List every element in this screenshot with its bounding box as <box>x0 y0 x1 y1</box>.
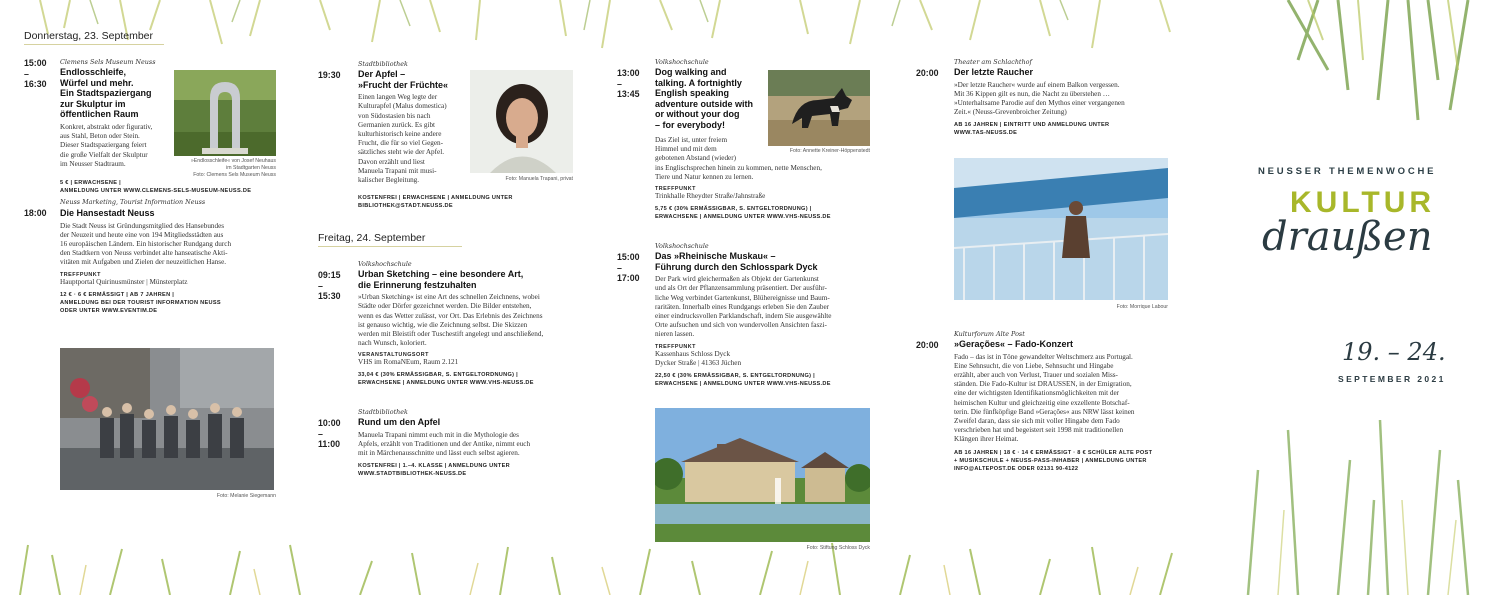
event-title: Rund um den Apfel <box>358 417 441 427</box>
event-time: 09:15 – 15:30 <box>318 270 341 302</box>
event-venue: Stadtbibliothek <box>358 60 408 68</box>
event-description: Manuela Trapani nimmt euch mit in die Mythologie des Apfels, erzählt von Traditionen und der Antike, nimmt euch mit in Märchenausschnitte und lässt euch selbst agieren. <box>358 430 531 457</box>
event-meeting-point: Kassenhaus Schloss Dyck Dycker Straße | 41363 Jüchen <box>655 349 742 367</box>
event-venue: Neuss Marketing, Tourist Information Neuss <box>60 198 206 206</box>
event-fee: KOSTENFREI | ERWACHSENE | ANMELDUNG UNTER BIBLIOTHEK@STADT.NEUSS.DE <box>358 195 513 209</box>
event-fee: 22,50 € (30% ERMÄSSIGBAR, S. ENTGELTORDNUNG) | ERWACHSENE | ANMELDUNG UNTER WWW.VHS-NEUSS.DE <box>655 372 831 387</box>
photo-balcony-smoker <box>954 158 1168 300</box>
grass-decoration-top <box>0 0 1488 60</box>
event-description: Konkret, abstrakt oder figurativ, aus Stahl, Beton oder Stein. Dieser Stadtspaziergang feiert die große Vielfalt der Skulptur im Neusser Stadtraum. <box>60 122 153 168</box>
event-venue: Clemens Sels Museum Neuss <box>60 58 156 66</box>
event-venue: Volkshochschule <box>358 260 412 268</box>
event-fee: 5 € | ERWACHSENE | ANMELDUNG UNTER WWW.CLEMENS-SELS-MUSEUM-NEUSS.DE <box>60 180 252 194</box>
event-meeting-point: Hauptportal Quirinusmünster | Münsterplatz <box>60 277 188 286</box>
event-time: 15:00 – 17:00 <box>617 252 640 284</box>
event-title: Die Hansestadt Neuss <box>60 208 155 218</box>
event-fee: 5,75 € (30% ERMÄSSIGBAR, S. ENTGELTORDNUNG) | ERWACHSENE | ANMELDUNG UNTER WWW.VHS-NEUSS.DE <box>655 206 831 220</box>
photo-tour-group <box>60 348 274 490</box>
event-time: 18:00 <box>24 208 47 218</box>
event-venue: Volkshochschule <box>655 242 709 250</box>
event-time: 19:30 <box>318 70 341 80</box>
event-time: 20:00 <box>916 340 939 350</box>
photo-credit: Foto: Annette Kreiner-Höppenstedt <box>789 148 870 154</box>
photo-credit: Foto: Manuela Trapani, privat <box>505 176 573 182</box>
photo-credit: Foto: Morrique Labour <box>1116 304 1168 310</box>
event-dog-walking-info <box>655 182 870 221</box>
event-description: Die Stadt Neuss ist Gründungsmitglied des Hansebundes der Neuzeit und heute eine von 194 Mitgliedsstädten aus 16 europäischen Ländern. Ein historischer Rundgang durch den Stadtkern von Neuss verbindet alte hanseatische Akti- vitäten mit Aufgaben und Zielen der neuzeitlichen Hanse. <box>60 221 232 267</box>
brand-kultur: KULTUR <box>1290 186 1436 219</box>
day-underline <box>24 44 164 45</box>
day-underline <box>318 246 462 247</box>
event-month: SEPTEMBER 2021 <box>1338 374 1446 384</box>
event-meeting-label: TREFFPUNKT <box>655 186 696 192</box>
photo-schloss-dyck <box>655 408 870 542</box>
event-meeting-point: Trinkhalle Rheydter Straße/Jahnstraße <box>655 192 766 200</box>
event-title: Der letzte Raucher <box>954 67 1034 77</box>
event-location-label: VERANSTALTUNGSORT <box>358 352 429 359</box>
event-description: Fado – das ist in Töne gewandelter Weltschmerz aus Portugal. Eine Sehnsucht, die von Liebe, Sehnsucht und Hingabe erzählt, aber auch von Verlust, Trauer und sozialen Miss- ständen. Die Fado-Kultur ist DRAUSSEN, in der Emigration, eine der wichtigsten Identifikationsmöglichkeiten mit der heimischen Kultur und gleichzeitig eine exzellente Botschaf- terin. Die fünfköpfige Band »Gerações« aus NRW lässt keinen Zweifel daran, dass sie sich mit voller Hingabe dem Fado verschrieben hat und begeistert seit 1998 mit traditionellen Klängen ihrer Heimat. <box>954 352 1135 444</box>
brand-draussen: draußen <box>1262 214 1433 260</box>
event-meeting-label: TREFFPUNKT <box>60 271 101 278</box>
event-time: 15:00 – 16:30 <box>24 58 47 90</box>
event-fee: AB 16 JAHREN | 18 € · 14 € ERMÄSSIGT · 8 € SCHÜLER ALTE POST + MUSIKSCHULE + NEUSS-PASS-INHABER | ANMELDUNG UNTER INFO@ALTEPOST.DE ODER 02131 90-4122 <box>954 449 1153 472</box>
photo-credit: Foto: Stiftung Schloss Dyck <box>806 545 870 551</box>
event-title: Urban Sketching – eine besondere Art, die Erinnerung festzuhalten <box>358 269 524 290</box>
event-fee: AB 16 JAHREN | EINTRITT UND ANMELDUNG UNTER WWW.TAS-NEUSS.DE <box>954 122 1110 137</box>
event-venue: Kulturforum Alte Post <box>954 330 1025 338</box>
event-title: Endlosschleife, Würfel und mehr. Ein Stadtspaziergang zur Skulptur im öffentlichen Raum <box>60 67 152 120</box>
event-venue: Volkshochschule <box>655 58 709 66</box>
event-fee: KOSTENFREI | 1.–4. KLASSE | ANMELDUNG UNTER WWW.STADTBIBLIOTHEK-NEUSS.DE <box>358 463 510 478</box>
event-description: Der Park wird gleichermaßen als Objekt der Gartenkunst und als Ort der Pflanzensammlung präsentiert. Der ausführ- liche Weg verbindet Gartenkunst, Blühereignisse und Baum- raritäten. Innerhalb eines Rundgangs erleben Sie den Zauber einer eindrucksvollen Parklandschaft, indem Sie ausgewählte Orte aufsuchen und sich von wundervollen Ansichten faszi- nieren lassen. <box>655 275 832 339</box>
event-description: Das Ziel ist, unter freiem Himmel und mit dem gebotenen Abstand (wieder) ins Englischsprechen hinein zu kommen, nette Menschen, Tiere und Natur kennen zu lernen. <box>655 136 822 181</box>
brand-tagline: NEUSSER THEMENWOCHE <box>1258 166 1437 177</box>
event-title: »Gerações« – Fado-Konzert <box>954 339 1074 349</box>
photo-manuela-trapani <box>470 70 573 173</box>
event-venue: Stadtbibliothek <box>358 408 408 416</box>
photo-dog <box>768 70 870 146</box>
day-heading-thursday: Donnerstag, 23. September <box>24 30 153 42</box>
event-time: 13:00 – 13:45 <box>617 68 640 100</box>
event-time: 20:00 <box>916 68 939 78</box>
event-description: »Der letzte Raucher« wurde auf einem Balkon vergessen. Mit 36 Kippen gilt es nun, die Nacht zu überstehen … »Unterhaltsame Parodie auf den Mythos einer vergangenen Zeit.« (Neuss-Grevenbroicher Zeitung) <box>954 80 1125 117</box>
event-fee: 12 € · 6 € ERMÄSSIGT | AB 7 JAHREN | ANMELDUNG BEI DER TOURIST INFORMATION NEUSS ODER UNTER WWW.EVENTIM.DE <box>60 291 221 314</box>
event-fee: 33,04 € (30% ERMÄSSIGBAR, S. ENTGELTORDNUNG) | ERWACHSENE | ANMELDUNG UNTER WWW.VHS-NEUSS.DE <box>358 372 534 387</box>
photo-sculpture <box>174 70 276 156</box>
event-dates: 19. – 24. <box>1342 338 1446 366</box>
event-location: VHS im RomaNEum, Raum 2.121 <box>358 358 459 367</box>
photo-credit: Foto: Melanie Siegemann <box>216 493 276 499</box>
event-description: Einen langen Weg legte der Kulturapfel (Malus domestica) von Südostasien bis nach Germanien zurück. Es gibt kulturhistorisch keine andere Frucht, die für so viel Gegen- sätzliches steht wie der Apfel. Davon erzählt und liest Manuela Trapani mit musi- kalischer Begleitung. <box>358 93 447 185</box>
photo-credit: »Endlosschleife« von Josef Neuhaus im Stadtgarten Neuss Foto: Clemens Sels Museum Neuss <box>190 158 276 178</box>
event-title: Der Apfel – »Frucht der Früchte« <box>358 69 449 90</box>
event-time: 10:00 – 11:00 <box>318 418 341 450</box>
day-heading-friday: Freitag, 24. September <box>318 232 426 244</box>
event-title: Das »Rheinische Muskau« – Führung durch den Schlosspark Dyck <box>655 251 818 272</box>
grass-decoration-right <box>1188 0 1488 595</box>
event-venue: Theater am Schlachthof <box>954 58 1032 66</box>
event-description: »Urban Sketching« ist eine Art des schnellen Zeichnens, wobei Städte oder Dörfer gezeichnet werden. Die Bilder entstehen, wenn es das Wetter zulässt, vor Ort. Das Erlebnis des Zeichnens ist genauso wichtig, wie die Zeichnung selbst. Die Skizzen werden mit Bleistift oder Tuschestift angelegt und anschließend, nach Wunsch, koloriert. <box>358 293 544 348</box>
event-title: Dog walking and talking. A fortnightly English speaking adventure outside with or without your dog – for everybody! <box>655 67 754 130</box>
event-meeting-label: TREFFPUNKT <box>655 343 696 350</box>
